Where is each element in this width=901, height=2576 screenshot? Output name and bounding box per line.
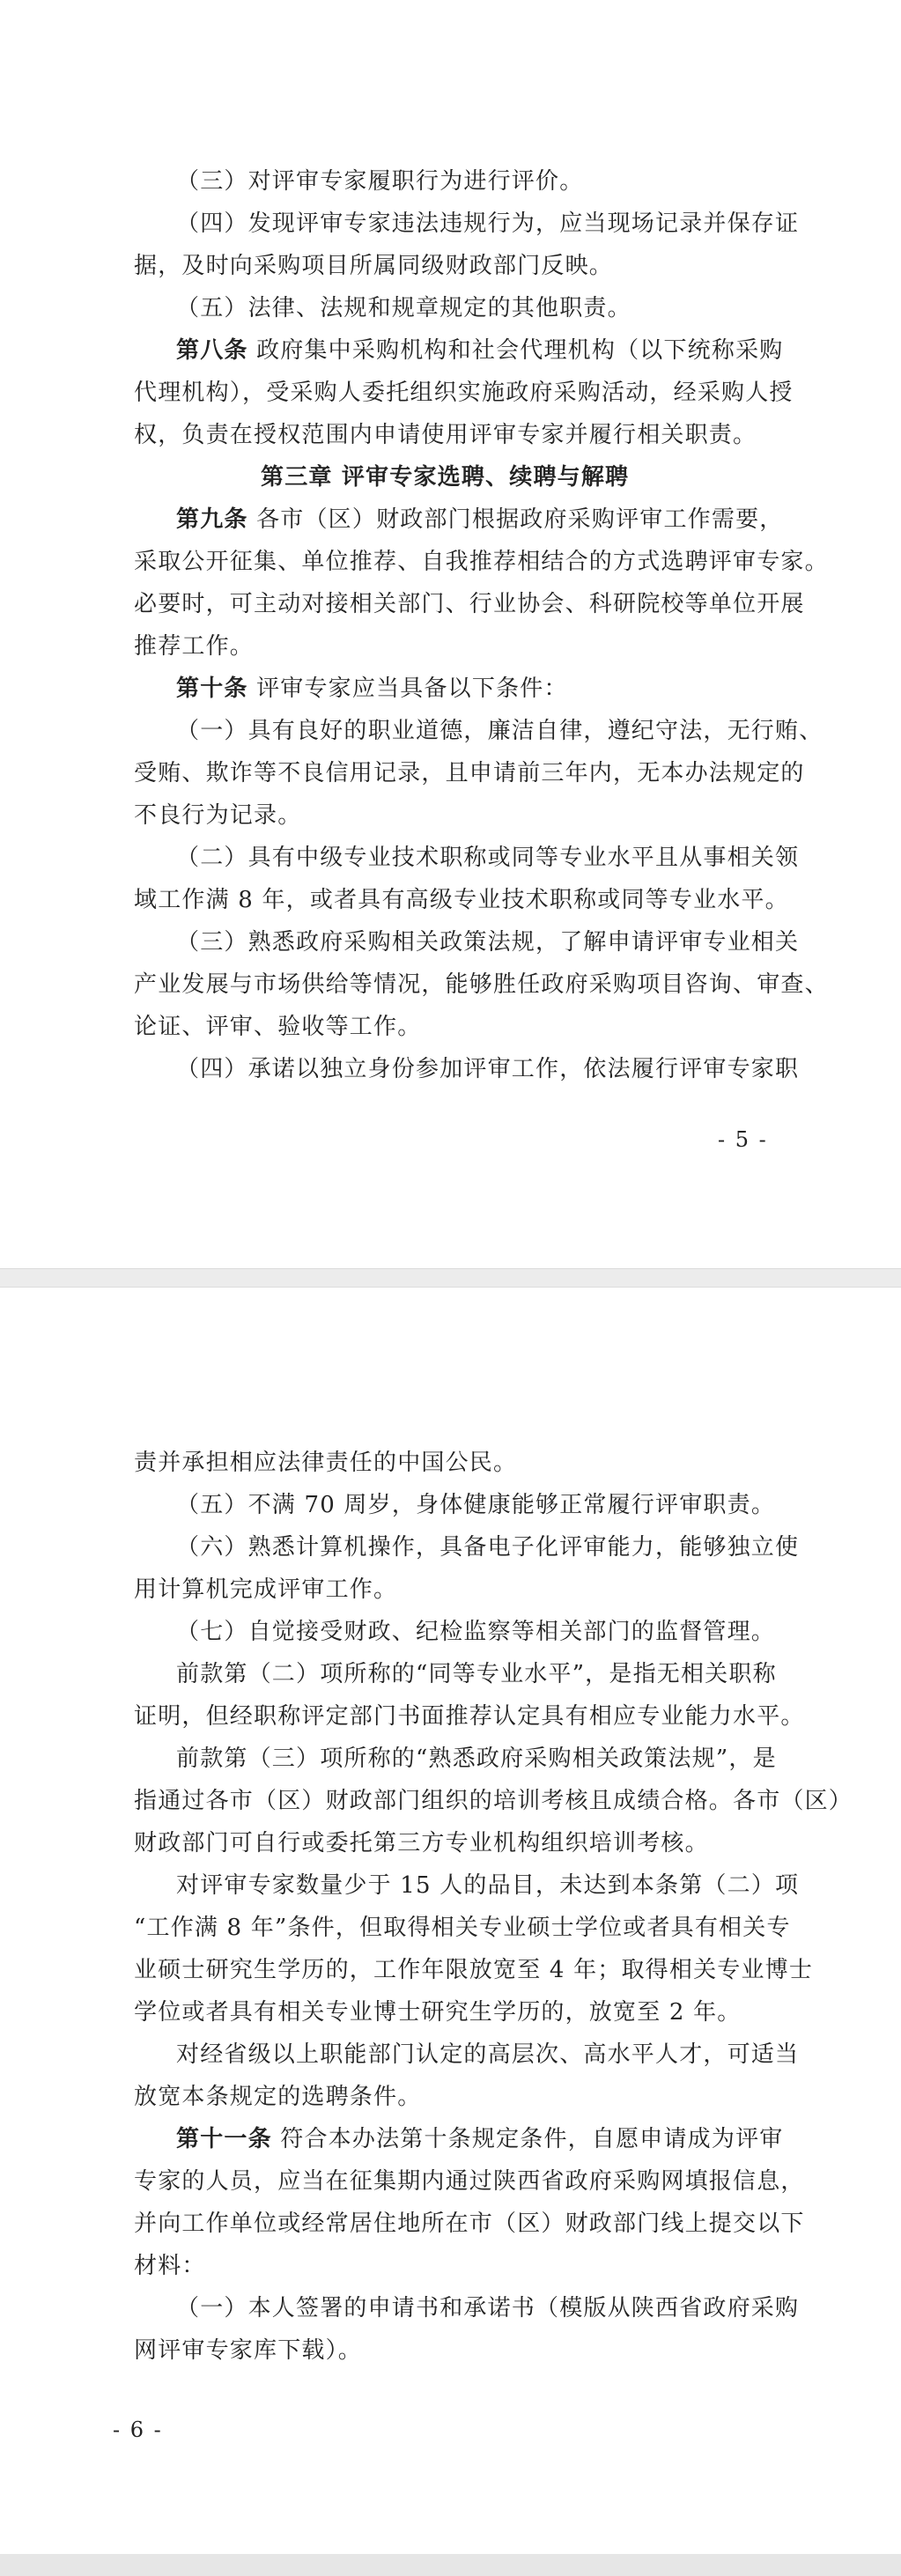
text-line: 材料： bbox=[134, 2253, 206, 2279]
text-line: 受贿、欺诈等不良信用记录，且申请前三年内，无本办法规定的 bbox=[134, 760, 805, 786]
text-line: 对经省级以上职能部门认定的高层次、高水平人才，可适当 bbox=[176, 2041, 800, 2068]
article-10-line: 第十条 评审专家应当具备以下条件： bbox=[176, 675, 568, 702]
article-8-line: 第八条 政府集中采购机构和社会代理机构（以下统称采购 bbox=[176, 337, 784, 364]
text-line: 前款第（三）项所称的“熟悉政府采购相关政策法规”，是 bbox=[176, 1746, 777, 1772]
text-line: 指通过各市（区）财政部门组织的培训考核且成绩合格。各市（区） bbox=[134, 1788, 853, 1814]
text-line: （四）承诺以独立身份参加评审工作，依法履行评审专家职 bbox=[176, 1056, 800, 1082]
document-page-5 bbox=[0, 0, 901, 1268]
article-heading: 第十一条 bbox=[176, 2126, 272, 2152]
text-line: 学位或者具有相关专业博士研究生学历的，放宽至 2 年。 bbox=[134, 1999, 742, 2026]
text-line: 业硕士研究生学历的，工作年限放宽至 4 年；取得相关专业博士 bbox=[134, 1957, 814, 1983]
text-line: 前款第（二）项所称的“同等专业水平”，是指无相关职称 bbox=[176, 1661, 777, 1687]
text-line: （四）发现评审专家违法违规行为，应当现场记录并保存证 bbox=[176, 210, 800, 237]
article-heading: 第十条 bbox=[176, 675, 248, 702]
text-line: 代理机构），受采购人委托组织实施政府采购活动，经采购人授 bbox=[134, 380, 794, 406]
document-page-6 bbox=[0, 1288, 901, 2554]
text-line: 放宽本条规定的选聘条件。 bbox=[134, 2084, 422, 2110]
text-line: （七）自觉接受财政、纪检监察等相关部门的监督管理。 bbox=[176, 1619, 776, 1645]
text-line: 责并承担相应法律责任的中国公民。 bbox=[134, 1450, 518, 1476]
text-line: （二）具有中级专业技术职称或同等专业水平且从事相关领 bbox=[176, 845, 800, 871]
text-line: （五）法律、法规和规章规定的其他职责。 bbox=[176, 295, 631, 321]
text-line: 推荐工作。 bbox=[134, 633, 255, 660]
text-line: 财政部门可自行或委托第三方专业机构组织培训考核。 bbox=[134, 1830, 709, 1856]
text-line: 不良行为记录。 bbox=[134, 802, 302, 829]
next-page-edge bbox=[0, 2554, 901, 2576]
text-line: 产业发展与市场供给等情况，能够胜任政府采购项目咨询、审查、 bbox=[134, 971, 829, 998]
text-line: “工作满 8 年”条件，但取得相关专业硕士学位或者具有相关专 bbox=[134, 1915, 791, 1941]
article-heading: 第八条 bbox=[176, 337, 248, 364]
text-line: （三）对评审专家履职行为进行评价。 bbox=[176, 168, 584, 195]
text-line: 用计算机完成评审工作。 bbox=[134, 1576, 398, 1603]
text-line: 并向工作单位或经常居住地所在市（区）财政部门线上提交以下 bbox=[134, 2211, 805, 2237]
text-line: （一）本人签署的申请书和承诺书（模版从陕西省政府采购 bbox=[176, 2295, 800, 2321]
page-number: - 6 - bbox=[113, 2417, 163, 2442]
chapter-title: 第三章 评审专家选聘、续聘与解聘 bbox=[261, 464, 630, 491]
article-heading: 第九条 bbox=[176, 506, 248, 533]
page-number: - 5 - bbox=[718, 1127, 768, 1152]
text-line: 必要时，可主动对接相关部门、行业协会、科研院校等单位开展 bbox=[134, 591, 805, 617]
text-line: 权，负责在授权范围内申请使用评审专家并履行相关职责。 bbox=[134, 422, 757, 448]
article-11-line: 第十一条 符合本办法第十条规定条件，自愿申请成为评审 bbox=[176, 2126, 784, 2152]
text-line: 论证、评审、验收等工作。 bbox=[134, 1014, 422, 1040]
text-line: （六）熟悉计算机操作，具备电子化评审能力，能够独立使 bbox=[176, 1534, 800, 1561]
text-line: 域工作满 8 年，或者具有高级专业技术职称或同等专业水平。 bbox=[134, 887, 789, 913]
text-line: 对评审专家数量少于 15 人的品目，未达到本条第（二）项 bbox=[176, 1872, 800, 1899]
text-line: 专家的人员，应当在征集期内通过陕西省政府采购网填报信息， bbox=[134, 2168, 805, 2195]
text-line: 网评审专家库下载）。 bbox=[134, 2337, 363, 2364]
text-line: （一）具有良好的职业道德，廉洁自律，遵纪守法，无行贿、 bbox=[176, 718, 823, 744]
article-9-line: 第九条 各市（区）财政部门根据政府采购评审工作需要， bbox=[176, 506, 784, 533]
text-line: 证明，但经职称评定部门书面推荐认定具有相应专业能力水平。 bbox=[134, 1703, 805, 1730]
text-line: （五）不满 70 周岁，身体健康能够正常履行评审职责。 bbox=[176, 1492, 776, 1518]
text-line: （三）熟悉政府采购相关政策法规，了解申请评审专业相关 bbox=[176, 929, 800, 956]
text-line: 采取公开征集、单位推荐、自我推荐相结合的方式选聘评审专家。 bbox=[134, 549, 829, 575]
text-line: 据，及时向采购项目所属同级财政部门反映。 bbox=[134, 253, 614, 279]
